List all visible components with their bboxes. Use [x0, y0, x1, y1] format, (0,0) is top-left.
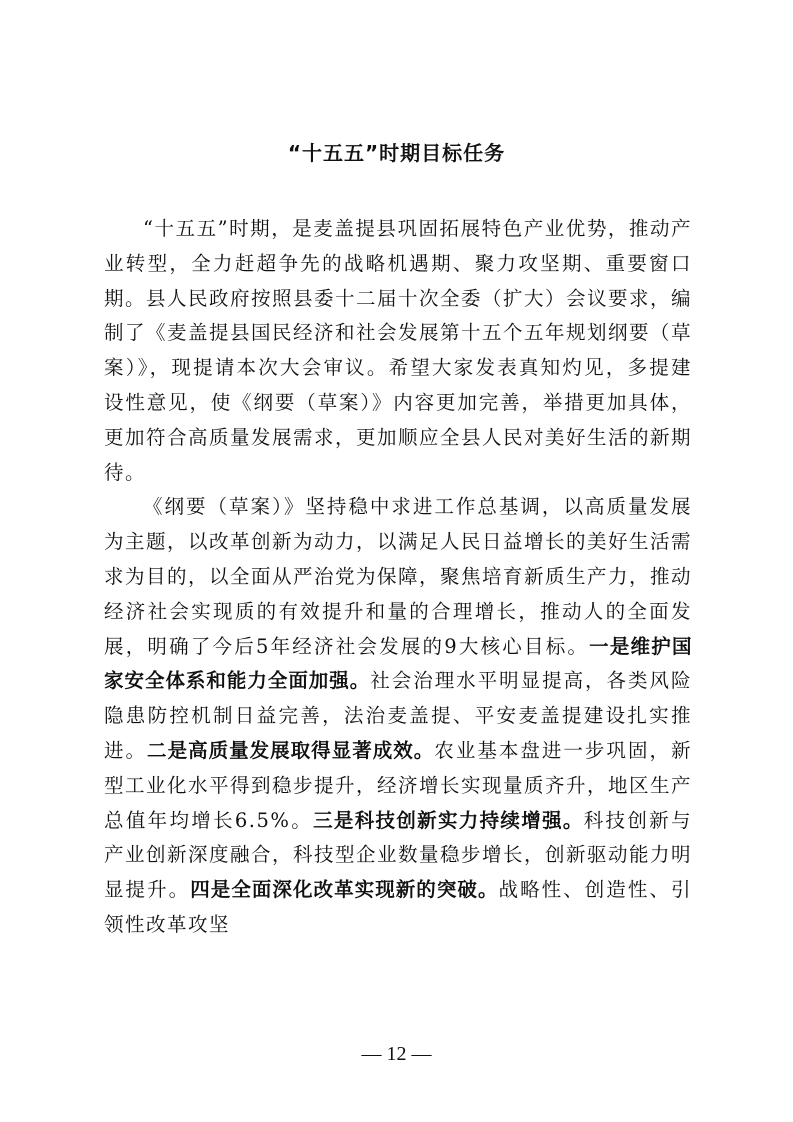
goal-3-text: 科技创新与产业创新深度融合，科技型企业数量稳步增长，创新驱动能力明显提升。 [104, 808, 693, 902]
page-number: — 12 — [361, 1043, 432, 1065]
paragraph-2 [104, 490, 692, 942]
document-title: “十五五”时期目标任务 [287, 141, 506, 165]
goal-2-text: 农业基本盘进一步巩固，新型工业化水平得到稳步提升，经济增长实现量质齐升，地区生产总值年均增长6.5%。 [104, 738, 693, 832]
paragraph-1: “十五五”时期，是麦盖提县巩固拓展特色产业优势，推动产业转型，全力赶超争先的战略机遇期、聚力攻坚期、重要窗口期。县人民政府按照县委十二届十次全委（扩大）会议要求，编制了《麦盖提县国民经济和社会发展第十五个五年规划纲要（草案）》，现提请本次大会审议。希望大家发表真知灼见，多提建设性意见，使《纲要（草案）》内容更加完善，举措更加具体，更加符合高质量发展需求，更加顺应全县人民对美好生活的新期待。 [104, 217, 693, 484]
goal-4-text: 战略性、创造性、引领性改革攻坚 [104, 878, 692, 936]
goal-1-heading: 一是维护国家安全体系和能力全面加强。 [104, 634, 692, 693]
document-body [104, 212, 692, 943]
goal-2-heading: 二是高质量发展取得显著成效。 [147, 738, 435, 762]
goal-4-heading: 四是全面深化改革实现新的突破。 [190, 878, 499, 902]
goal-3-heading: 三是科技创新实力持续增强。 [313, 808, 584, 832]
goal-1-text: 社会治理水平明显提高，各类风险隐患防控机制日益完善，法治麦盖提、平安麦盖提建设扎实推进。 [104, 669, 692, 762]
paragraph-2-intro: 《纲要（草案）》坚持稳中求进工作总基调，以高质量发展为主题，以改革创新为动力，以满足人民日益增长的美好生活需求为目的，以全面从严治党为保障，聚焦培育新质生产力，推动经济社会实现质的有效提升和量的合理增长，推动人的全面发展，明确了今后5年经济社会发展的9大核心目标。 [104, 495, 693, 658]
